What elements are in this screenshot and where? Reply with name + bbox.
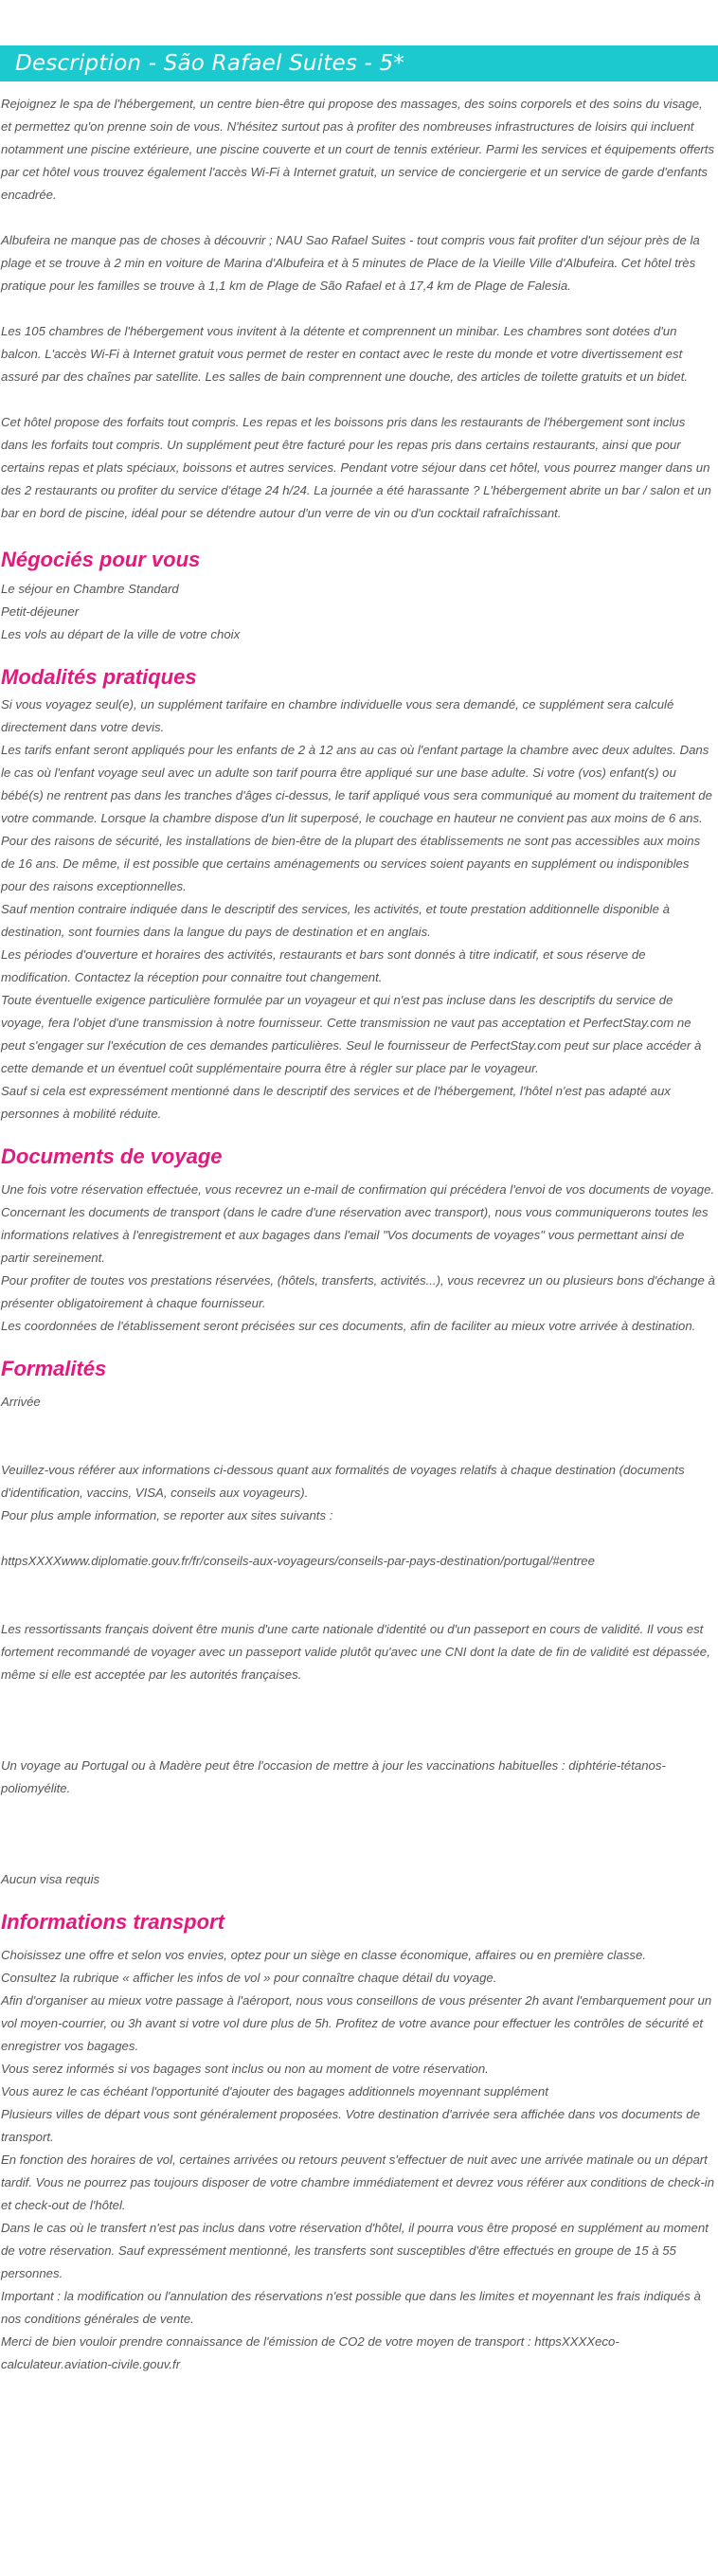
documents-line: Pour profiter de toutes vos prestations réservées, (hôtels, transferts, activités...), vous recevrez un ou plusieurs bons d'échange à présenter obligatoirement à chaque fournisseur. — [1, 1273, 715, 1310]
documents-line: Les coordonnées de l'établissement seront précisées sur ces documents, afin de faciliter au mieux votre arrivée à destination. — [1, 1319, 696, 1333]
formalites-refer: Veuillez-vous référer aux informations ci-dessous quant aux formalités de voyages relatifs à chaque destination (documents d'identification, vaccins, VISA, conseils aux voyageurs). — [1, 1463, 685, 1500]
description-banner — [0, 45, 718, 81]
formalites-ressortissants: Les ressortissants français doivent être munis d'une carte nationale d'identité ou d'un passeport en cours de validité. Il vous est fortement recommandé de voyager avec un passeport valide plutôt qu'avec une CNI dont la date de fin de validité est dépassée, même si elle est acceptée par les autorités françaises. — [1, 1622, 710, 1682]
transport-section — [1, 1910, 715, 2376]
transport-line: En fonction des horaires de vol, certaines arrivées ou retours peuvent s'effectuer de nuit avec une arrivée matinale ou un départ tardif. Vous ne pourrez pas toujours disposer de votre chambre immédiatement et devrez vous référer aux conditions de check-in et check-out de l'hôtel. — [1, 2153, 715, 2212]
formalites-vaccins: Un voyage au Portugal ou à Madère peut être l'occasion de mettre à jour les vaccinations habituelles : diphtérie-tétanos-poliomyélite. — [1, 1758, 666, 1795]
documents-section — [1, 1144, 715, 1338]
formalites-visa: Aucun visa requis — [1, 1872, 100, 1886]
description-paragraph: Rejoignez le spa de l'hébergement, un centre bien-être qui propose des massages, des soins corporels et des soins du visage, et permettez qu'on prenne soin de vous. N'hésitez surtout pas à profiter des nombreuses infrastructures de loisirs qui incluent notamment une piscine extérieure, une piscine couverte et un court de tennis extérieur. Parmi les services et équipements offerts par cet hôtel vous trouvez également l'accès Wi-Fi à Internet gratuit, un service de conciergerie et un service de garde d'enfants encadrée. — [1, 97, 715, 202]
negocies-heading: Négociés pour vous — [1, 548, 201, 571]
description-paragraph: Albufeira ne manque pas de choses à découvrir ; NAU Sao Rafael Suites - tout compris vous fait profiter d'un séjour près de la plage et se trouve à 2 min en voiture de Marina d'Albufeira et à 5 minutes de Place de la Vieille Ville d'Albufeira. Cet hôtel très pratique pour les familles se trouve à 1,1 km de Plage de São Rafael et à 17,4 km de Plage de Falesia. — [1, 233, 700, 293]
modalites-line: Si vous voyagez seul(e), un supplément tarifaire en chambre individuelle vous sera demandé, ce supplément sera calculé directement dans votre devis. — [1, 697, 674, 734]
modalites-line: Toute éventuelle exigence particulière formulée par un voyageur et qui n'est pas incluse dans les descriptifs du service de voyage, fera l'objet d'une transmission à notre fournisseur. Cette transmission ne vaut pas acceptation et PerfectStay.com ne peut s'engager sur l'exécution de ces demandes particulières. Seul le fournisseur de PerfectStay.com peut sur place accéder à cette demande et un éventuel coût supplémentaire pourra être à régler sur place par le voyageur. — [1, 993, 702, 1075]
documents-line: Une fois votre réservation effectuée, vous recevrez un e-mail de confirmation qui précédera l'envoi de vos documents de voyage. — [1, 1182, 715, 1197]
modalites-line: Les tarifs enfant seront appliqués pour les enfants de 2 à 12 ans au cas où l'enfant partage la chambre avec deux adultes. Dans le cas où l'enfant voyage seul avec un adulte son tarif pourra être appliqué sur une base adulte. Si votre (vos) enfant(s) ou bébé(s) ne rentrent pas dans les tranches d'âges ci-dessus, le tarif appliqué vous sera communiqué au moment du traitement de votre commande. Lorsque la chambre dispose d'un lit superposé, le couchage en hauteur ne convient pas aux moins de 6 ans. — [1, 743, 712, 825]
transport-line: Vous aurez le cas échéant l'opportunité d'ajouter des bagages additionnels moyennant supplément — [1, 2084, 548, 2099]
negocies-line: Le séjour en Chambre Standard — [1, 582, 179, 596]
modalites-line: Pour des raisons de sécurité, les installations de bien-être de la plupart des établissements ne sont pas accessibles aux moins de 16 ans. De même, il est possible que certains aménagements ou services soient payants en supplément ou indisponibles pour des raisons exceptionnelles. — [1, 834, 701, 893]
modalites-line: Les périodes d'ouverture et horaires des activités, restaurants et bars sont donnés à titre indicatif, et sous réserve de modification. Contactez la réception pour connaitre tout changement. — [1, 947, 646, 984]
page-title: Description - São Rafael Suites - 5* — [15, 51, 405, 76]
modalites-heading: Modalités pratiques — [1, 665, 197, 689]
negocies-section — [1, 548, 715, 646]
formalites-section — [1, 1357, 715, 1891]
description-content — [0, 93, 715, 2376]
transport-line: Choisissez une offre et selon vos envies, optez pour un siège en classe économique, affaires ou en première classe. — [1, 1948, 647, 1962]
transport-line: Plusieurs villes de départ vous sont généralement proposées. Votre destination d'arrivée sera affichée dans vos documents de transport. — [1, 2107, 701, 2144]
description-paragraph: Les 105 chambres de l'hébergement vous invitent à la détente et comprennent un minibar. Les chambres sont dotées d'un balcon. L'accès Wi-Fi à Internet gratuit vous permet de rester en contact avec le reste du monde et votre divertissement est assuré par des chaînes par satellite. Les salles de bain comprennent une douche, des articles de toilette gratuits et un bidet. — [1, 324, 689, 384]
modalites-section — [1, 665, 715, 1126]
transport-line: Merci de bien vouloir prendre connaissance de l'émission de CO2 de votre moyen de transport : httpsXXXXeco-calculateur.aviation-civile.gouv.fr — [1, 2334, 619, 2371]
formalites-heading: Formalités — [1, 1357, 107, 1380]
transport-line: Important : la modification ou l'annulation des réservations n'est possible que dans les limites et moyennant les frais indiqués à nos conditions générales de vente. — [1, 2289, 701, 2326]
transport-line: Vous serez informés si vos bagages sont inclus ou non au moment de votre réservation. — [1, 2062, 489, 2076]
transport-line: Dans le cas où le transfert n'est pas inclus dans votre réservation d'hôtel, il pourra vous être proposé en supplément au moment de votre réservation. Sauf expressément mentionné, les transferts sont susceptibles d'être effectués en groupe de 15 à 55 personnes. — [1, 2221, 709, 2280]
modalites-line: Sauf mention contraire indiquée dans le descriptif des services, les activités, et toute prestation additionnelle disponible à destination, sont fournies dans la langue du pays de destination et en anglais. — [1, 902, 670, 939]
transport-line: Afin d'organiser au mieux votre passage à l'aéroport, nous vous conseillons de vous présenter 2h avant l'embarquement pour un vol moyen-courrier, ou 3h avant si votre vol dure plus de 5h. Profitez de votre avance pour effectuer les contrôles de sécurité et enregistrer vos bagages. — [1, 1993, 712, 2053]
description-paragraph: Cet hôtel propose des forfaits tout compris. Les repas et les boissons pris dans les restaurants de l'hébergement sont inclus dans les forfaits tout compris. Un supplément peut être facturé pour les repas pris dans certains restaurants, ainsi que pour certains repas et plats spéciaux, boissons et autres services. Pendant votre séjour dans cet hôtel, vous pourrez manger dans un des 2 restaurants ou profiter du service d'étage 24 h/24. La journée a été harassante ? L'hébergement abrite un bar / salon et un bar en bord de piscine, idéal pour se détendre autour d'un verre de vin ou d'un cocktail rafraîchissant. — [1, 415, 711, 520]
transport-heading: Informations transport — [1, 1910, 224, 1934]
formalites-arrivee: Arrivée — [1, 1395, 41, 1409]
negocies-line: Les vols au départ de la ville de votre choix — [1, 627, 241, 641]
documents-line: Concernant les documents de transport (dans le cadre d'une réservation avec transport), nous vous communiquerons toutes les informations relatives à l'enregistrement et aux bagages dans l'email "Vos documents de voyages" vous permettant ainsi de partir sereinement. — [1, 1205, 709, 1265]
transport-line: Consultez la rubrique « afficher les infos de vol » pour connaître chaque détail du voyage. — [1, 1971, 497, 1985]
diplomatie-link[interactable]: httpsXXXXwww.diplomatie.gouv.fr/fr/conseils-aux-voyageurs/conseils-par-pays-destination/portugal/#entree — [1, 1554, 595, 1568]
modalites-line: Sauf si cela est expressément mentionné dans le descriptif des services et de l'hébergement, l'hôtel n'est pas adapté aux personnes à mobilité réduite. — [1, 1084, 671, 1121]
formalites-refer: Pour plus ample information, se reporter aux sites suivants : — [1, 1508, 333, 1522]
negocies-line: Petit-déjeuner — [1, 604, 80, 619]
documents-heading: Documents de voyage — [1, 1144, 223, 1168]
